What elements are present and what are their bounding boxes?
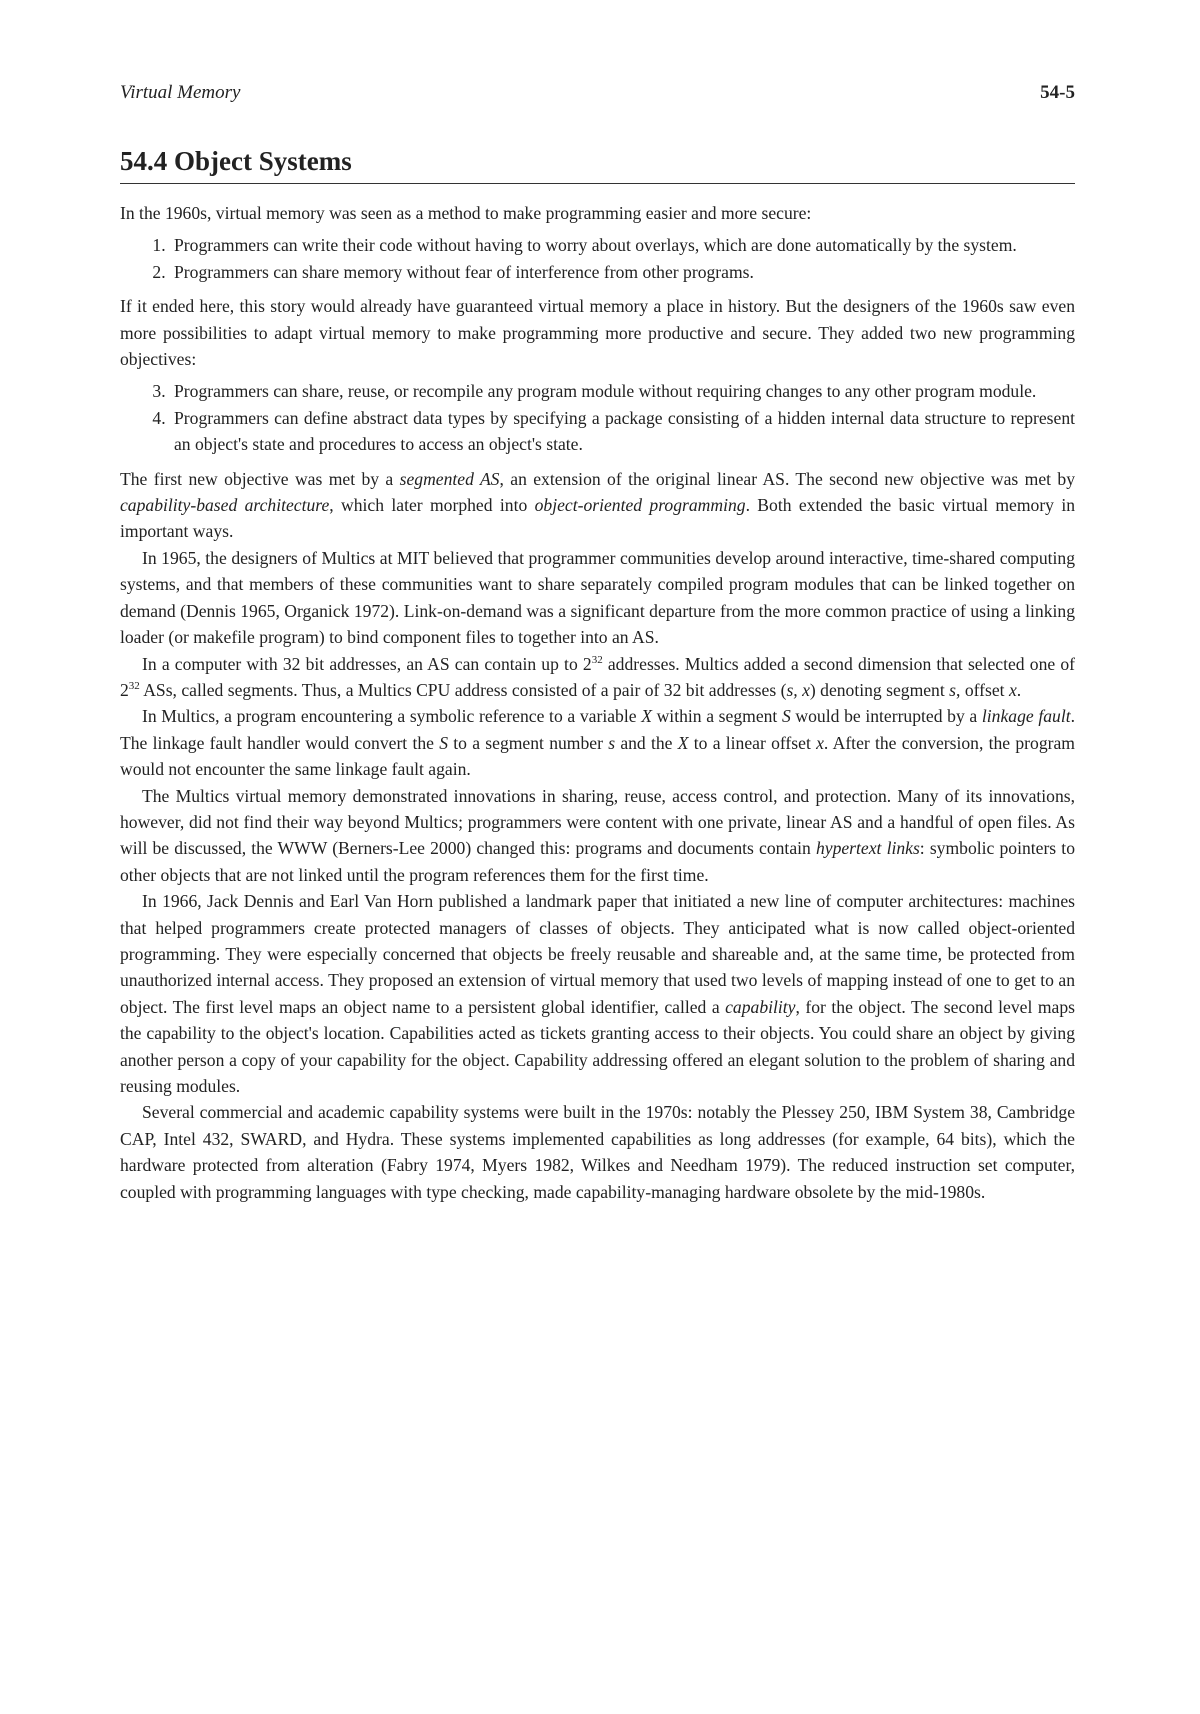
list-item: 4. Programmers can define abstract data types by specifying a package consisting of a hidden internal data structure to represent an object's state and procedures to access an object's state. — [170, 405, 1075, 458]
text: The first new objective was met by a — [120, 468, 400, 489]
paragraph — [120, 783, 1075, 889]
text: , which later morphed into — [329, 495, 535, 516]
emphasis: S — [781, 706, 791, 727]
text: The Multics virtual memory demonstrated innovations in sharing, reuse, access control, and protection. Many of its innovations, however, did not find their way beyond Multics; programmers were content with one private, linear AS and a handful of open files. As will be discussed, the WWW (Berners-Lee 2000) changed this: programs and documents contain — [120, 785, 1075, 859]
list-item: 2. Programmers can share memory without fear of interference from other programs. — [170, 259, 1075, 285]
emphasis: x — [816, 732, 824, 753]
text: ) denoting segment — [809, 679, 950, 700]
text: : symbolic pointers to other objects that are not linked until the program references them for the first time. — [120, 838, 1075, 885]
objectives-list-2 — [120, 378, 1075, 457]
text: to a linear offset — [688, 732, 817, 753]
section-title: 54.4 Object Systems — [120, 146, 1075, 184]
paragraph: Several commercial and academic capability systems were built in the 1970s: notably the Plessey 250, IBM System 38, Cambridge CAP, Intel 432, SWARD, and Hydra. These systems implemented capabilities as long addresses (for example, 64 bits), which the hardware protected from alteration (Fabry 1974, Myers 1982, Wilkes and Needham 1979). The reduced instruction set computer, coupled with programming languages with type checking, made capability-managing hardware obsolete by the mid-1980s. — [120, 1102, 1075, 1202]
emphasis: s — [608, 732, 616, 753]
emphasis: object-oriented programming — [534, 495, 746, 516]
objectives-list-1 — [120, 232, 1075, 285]
paragraph: In 1965, the designers of Multics at MIT believed that programmer communities develop around interactive, time-shared computing systems, and that members of these communities want to share separately compiled program modules that can be linked together on demand (Dennis 1965, Organick 1972). Link-on-demand was a significant departure from the more common practice of using a linking loader (or makefile program) to bind component files to together into an AS. — [120, 547, 1075, 648]
text: In Multics, a program encountering a symbolic reference to a variable — [142, 706, 642, 727]
page-number: 54-5 — [1040, 82, 1075, 103]
text: , offset — [956, 679, 1009, 700]
text: In 1966, Jack Dennis and Earl Van Horn published a landmark paper that initiated a new line of computer architectures: machines that helped programmers create protected managers of classes of objects. They anticipated what is now called object-oriented programming. They were especially concerned that objects be freely reusable and shareable and, at the same time, be protected from unauthorized internal access. They proposed an extension of virtual memory that used two levels of mapping instead of one to get to an object. The first level maps an object name to a persistent global identifier, called a — [120, 891, 1075, 1017]
text: , an extension of the original linear AS. The second new objective was met by — [499, 468, 1075, 489]
emphasis: hypertext links — [815, 838, 920, 859]
intro-paragraph: In the 1960s, virtual memory was seen as a method to make programming easier and more secure: — [120, 203, 812, 223]
body-text — [120, 200, 1075, 1205]
list-item: 3. Programmers can share, reuse, or recompile any program module without requiring changes to any other program module. — [170, 378, 1075, 404]
paragraph: If it ended here, this story would already have guaranteed virtual memory a place in history. But the designers of the 1960s saw even more possibilities to adapt virtual memory to make programming more productive and secure. They added two new programming objectives: — [120, 296, 1075, 370]
paragraph — [120, 703, 1075, 782]
paragraph — [120, 888, 1075, 1099]
emphasis: segmented AS — [399, 468, 500, 489]
emphasis: S — [439, 732, 449, 753]
text: would be interrupted by a — [790, 706, 982, 727]
superscript: 32 — [591, 653, 603, 666]
text: . After the conversion, the program would not encounter the same linkage fault again. — [120, 732, 1075, 780]
text: In a computer with 32 bit addresses, an AS can contain up to 2 — [142, 653, 592, 674]
paragraph — [120, 651, 1075, 704]
emphasis: capability-based architecture — [120, 495, 330, 516]
emphasis: s, x — [786, 679, 810, 700]
text: ASs, called segments. Thus, a Multics CPU address consisted of a pair of 32 bit addresses ( — [139, 679, 787, 700]
running-title: Virtual Memory — [120, 82, 241, 103]
running-header — [120, 82, 1075, 104]
text: within a segment — [651, 706, 782, 727]
text: . The linkage fault handler would convert the — [120, 706, 1075, 753]
paragraph — [120, 466, 1075, 545]
text: and the — [615, 732, 678, 753]
emphasis: s — [949, 679, 957, 700]
text: addresses. Multics added a second dimension that selected one of 2 — [120, 653, 1075, 700]
list-item: 1. Programmers can write their code without having to worry about overlays, which are done automatically by the system. — [170, 232, 1075, 258]
emphasis: linkage fault — [981, 706, 1071, 727]
emphasis: X — [641, 706, 652, 727]
text: to a segment number — [448, 732, 609, 753]
text: . — [1016, 679, 1022, 700]
emphasis: X — [677, 732, 689, 753]
text: . Both extended the basic virtual memory in important ways. — [120, 495, 1076, 542]
text: , for the object. The second level maps the capability to the object's location. Capabilities acted as tickets granting access to their objects. You could share an object by giving another person a copy of your capability for the object. Capability addressing offered an elegant solution to the problem of sharing and reusing modules. — [120, 996, 1075, 1096]
superscript: 32 — [128, 680, 140, 693]
emphasis: x — [1008, 679, 1017, 700]
emphasis: capability — [725, 996, 796, 1017]
